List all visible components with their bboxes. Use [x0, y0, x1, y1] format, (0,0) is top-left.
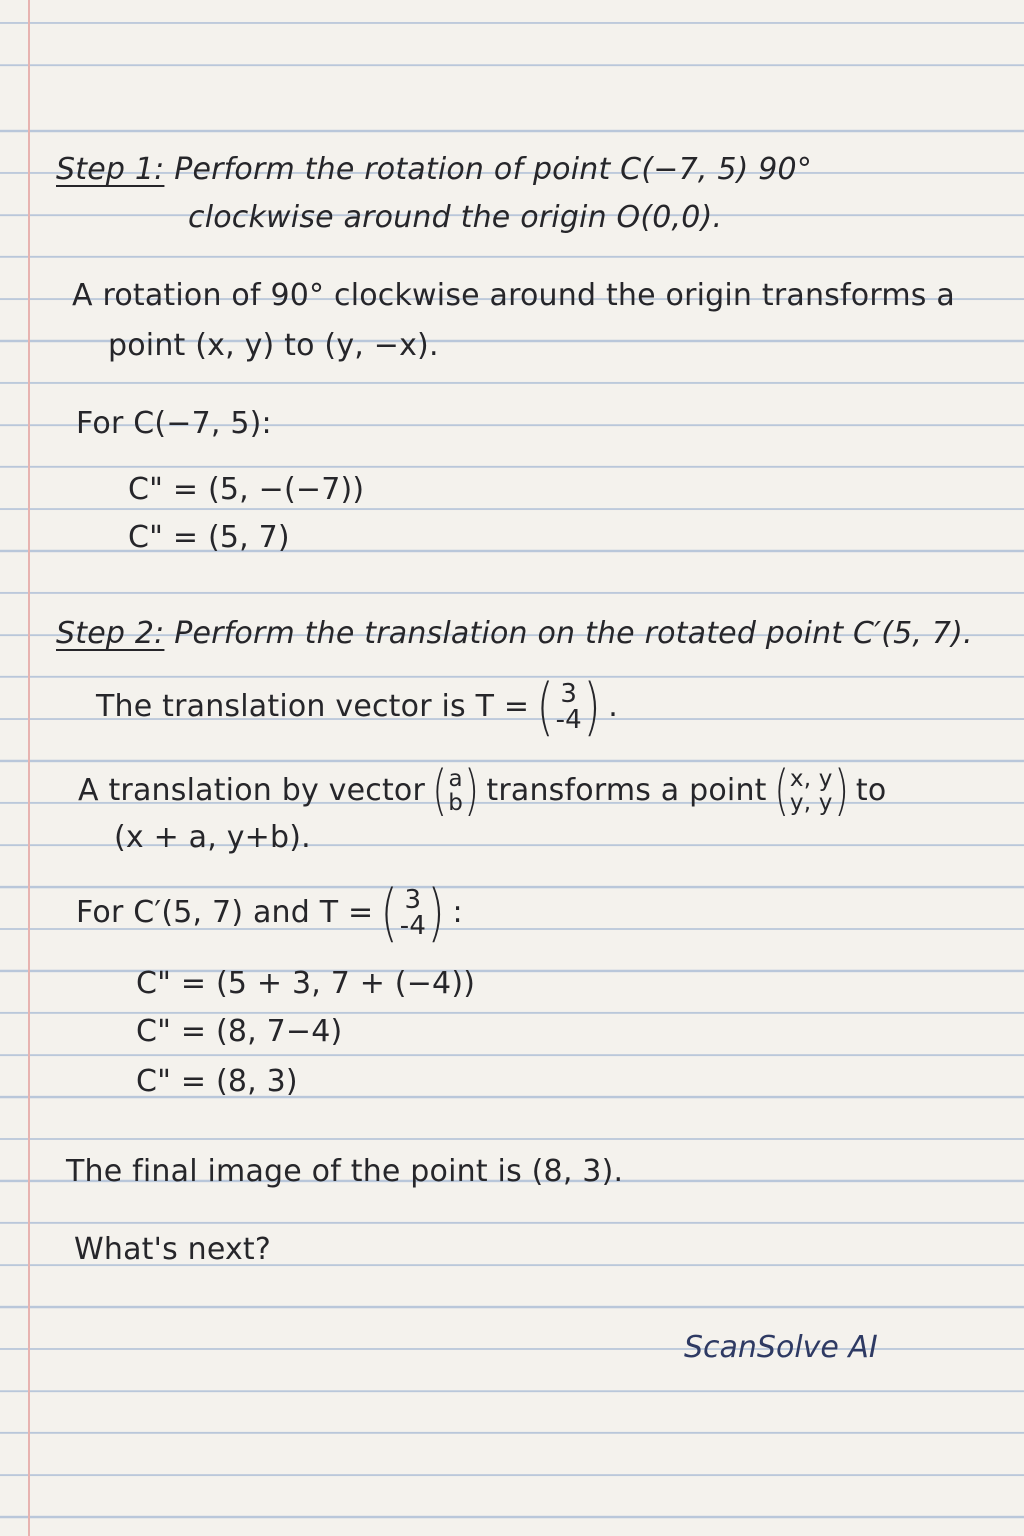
translation-vector: ( 3 -4 ) — [536, 670, 601, 743]
next-prompt: What's next? — [74, 1232, 272, 1267]
step2-label: Step 2: — [56, 616, 165, 651]
conclusion: The final image of the point is (8, 3). — [66, 1154, 624, 1189]
rule-point: ( x, y y, y ) — [773, 759, 849, 822]
step2-calc-line-3: C" = (8, 3) — [136, 1064, 298, 1099]
rule-vector: ( a b ) — [432, 759, 480, 822]
rule-vector-bottom: b — [448, 790, 464, 816]
step2-rule-middle: transforms a point — [486, 773, 767, 808]
step2-for-prefix: For C′(5, 7) and T = — [76, 895, 374, 930]
rule-vector-top: a — [448, 766, 463, 792]
for-vector: ( 3 -4 ) — [381, 876, 445, 949]
step2-vector-line: The translation vector is T = ( 3 -4 ) . — [96, 670, 619, 743]
step1-heading-line1: Perform the rotation of point C(−7, 5) 90° — [174, 152, 813, 187]
step1-rule-line2: point (x, y) to (y, −x). — [108, 328, 439, 363]
step1-label: Step 1: — [56, 152, 165, 187]
step2-rule-line2: (x + a, y+b). — [114, 820, 311, 855]
step2-calc-line-1: C" = (5 + 3, 7 + (−4)) — [136, 966, 476, 1001]
step1-rule-line1: A rotation of 90° clockwise around the origin transforms a — [72, 278, 955, 313]
translation-vector-bottom: -4 — [555, 705, 582, 735]
step1-for-line: For C(−7, 5): — [76, 406, 272, 441]
step2-rule-suffix: to — [855, 773, 887, 808]
step2-heading — [56, 614, 973, 654]
for-vector-bottom: -4 — [399, 911, 427, 941]
step2-calc-line-2: C" = (8, 7−4) — [136, 1014, 343, 1049]
step1-heading — [56, 150, 812, 190]
step1-calc-line-1: C" = (5, −(−7)) — [128, 472, 365, 507]
rule-point-top: x, y — [789, 766, 833, 792]
step1-heading-line2: clockwise around the origin O(0,0). — [188, 200, 723, 235]
signature: ScanSolve AI — [684, 1330, 878, 1365]
step2-for-line: For C′(5, 7) and T = ( 3 -4 ) : — [76, 876, 463, 949]
step2-heading-text: Perform the translation on the rotated point C′(5, 7). — [174, 616, 973, 651]
step2-rule-line1 — [78, 758, 886, 824]
step2-vector-intro: The translation vector is T = — [96, 689, 530, 724]
step1-calc-line-2: C" = (5, 7) — [128, 520, 290, 555]
step2-rule-prefix: A translation by vector — [78, 773, 425, 808]
margin-line — [28, 0, 30, 1536]
translation-vector-top: 3 — [560, 679, 578, 709]
for-vector-top: 3 — [404, 885, 422, 915]
rule-point-bottom: y, y — [789, 790, 833, 816]
